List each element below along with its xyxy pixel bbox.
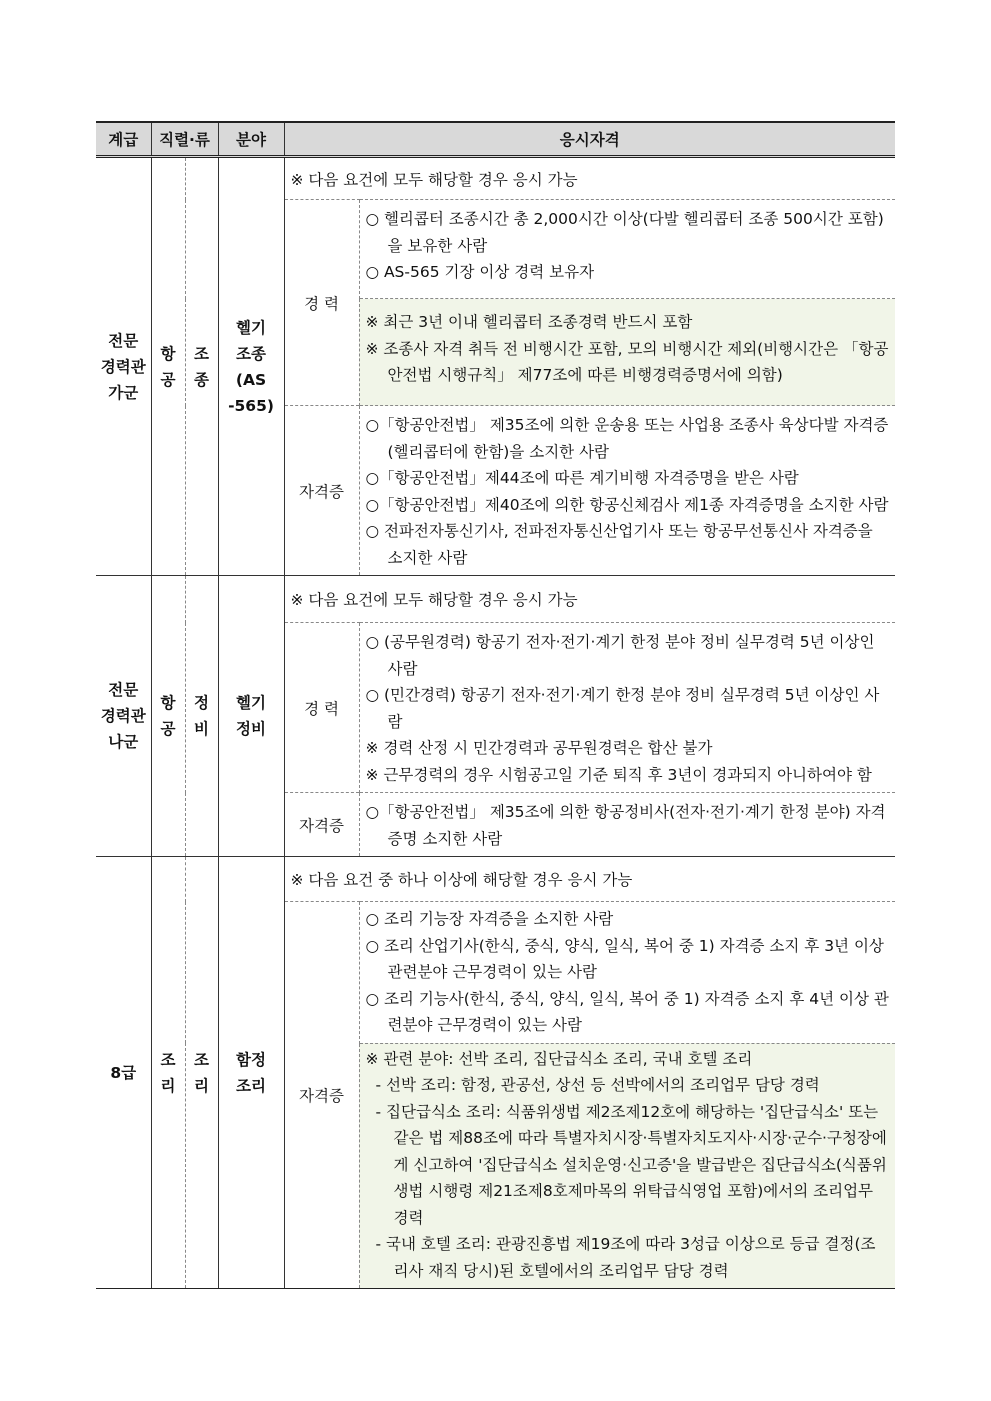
field-cell bbox=[218, 576, 284, 857]
subseries-char: 종 bbox=[194, 370, 209, 389]
career-label-text: 경 력 bbox=[304, 699, 339, 718]
list-item: ○「항공안전법」 제35조에 의한 운송용 또는 사업용 조종사 육상다발 자격증(헬리콥터에 한함)을 소지한 사람 bbox=[365, 416, 889, 461]
grade-line: 전문 bbox=[108, 331, 139, 350]
grade-cell bbox=[96, 157, 151, 576]
grade-line: 전문 bbox=[108, 681, 139, 699]
header-qualification: 응시자격 bbox=[284, 122, 895, 157]
license-label bbox=[284, 793, 359, 857]
requirement-note: ※ 다음 요건 중 하나 이상에 해당할 경우 응시 가능 bbox=[284, 857, 895, 902]
series-char: 공 bbox=[160, 370, 176, 389]
grade-line: 경력관 bbox=[100, 707, 146, 725]
career-items bbox=[359, 200, 895, 299]
subseries-cell bbox=[185, 576, 218, 857]
license-label-text: 자격증 bbox=[299, 816, 344, 835]
grade-line: 나군 bbox=[108, 733, 139, 751]
grade-line: 8급 bbox=[110, 1063, 137, 1082]
license-label bbox=[284, 406, 359, 576]
subseries-char: 조 bbox=[194, 344, 209, 363]
qualification-table bbox=[96, 121, 895, 1289]
subseries-char: 비 bbox=[194, 720, 209, 738]
table-row bbox=[96, 157, 895, 200]
series-char: 항 bbox=[160, 344, 176, 363]
series-cell bbox=[151, 157, 185, 576]
subseries-char: 조 bbox=[194, 1050, 209, 1069]
field-line: -565) bbox=[228, 396, 274, 415]
grade-cell bbox=[96, 576, 151, 857]
note-item: - 집단급식소 조리: 식품위생법 제2조제12호에 해당하는 '집단급식소' 또는 같은 법 제88조에 따라 특별자치시장·특별자치도지사·시장·군수·구청장에게 신고하여 '집단급식소 설치운영·신고증'을 발급받은 집단급식소(식품위생법 시행령 제21조제8호제마목의 위탁급식영업 포함)에서의 조리업무 경력 bbox=[375, 1102, 887, 1227]
series-char: 항 bbox=[160, 694, 176, 712]
license-notes bbox=[359, 1043, 895, 1289]
list-item: ○「항공안전법」제44조에 따른 계기비행 자격증명을 받은 사람 bbox=[365, 469, 799, 487]
list-item: ○「항공안전법」 제35조에 의한 항공정비사(전자·전기·계기 한정 분야) 자격증명 소지한 사람 bbox=[365, 803, 886, 848]
field-line: 정비 bbox=[236, 720, 266, 738]
field-line: 헬기 bbox=[236, 318, 266, 337]
subseries-cell bbox=[185, 857, 218, 1289]
career-label bbox=[284, 200, 359, 406]
requirement-note: ※ 다음 요건에 모두 해당할 경우 응시 가능 bbox=[284, 157, 895, 200]
note-item: ※ 근무경력의 경우 시험공고일 기준 퇴직 후 3년이 경과되지 아니하여야 함 bbox=[365, 765, 872, 784]
subseries-cell bbox=[185, 157, 218, 576]
field-line: 조리 bbox=[236, 1076, 266, 1095]
list-item: ○ 조리 기능사(한식, 중식, 양식, 일식, 복어 중 1) 자격증 소지 후 4년 이상 관련분야 근무경력이 있는 사람 bbox=[365, 989, 889, 1034]
grade-line: 경력관 bbox=[100, 357, 146, 376]
table-row bbox=[96, 576, 895, 623]
license-items bbox=[359, 902, 895, 1044]
list-item: ○ (민간경력) 항공기 전자·전기·계기 한정 분야 정비 실무경력 5년 이상인 사람 bbox=[365, 686, 880, 731]
note-item: ※ 관련 분야: 선박 조리, 집단급식소 조리, 국내 호텔 조리 bbox=[365, 1049, 753, 1068]
series-cell bbox=[151, 576, 185, 857]
field-line: 조종 bbox=[236, 344, 266, 363]
note-item: - 국내 호텔 조리: 관광진흥법 제19조에 따라 3성급 이상으로 등급 결정(조리사 재직 당시)된 호텔에서의 조리업무 담당 경력 bbox=[375, 1235, 876, 1280]
header-grade: 계급 bbox=[96, 122, 151, 157]
field-cell bbox=[218, 857, 284, 1289]
list-item: ○ (공무원경력) 항공기 전자·전기·계기 한정 분야 정비 실무경력 5년 이상인 사람 bbox=[365, 633, 875, 678]
field-line: 함정 bbox=[236, 1050, 266, 1069]
series-char: 리 bbox=[160, 1076, 176, 1095]
note-item: ※ 최근 3년 이내 헬리콥터 조종경력 반드시 포함 bbox=[365, 313, 693, 331]
license-label bbox=[284, 902, 359, 1289]
license-label-text: 자격증 bbox=[299, 482, 344, 501]
field-line: (AS bbox=[235, 370, 267, 389]
career-items bbox=[359, 623, 895, 793]
list-item: ○ 전파전자통신기사, 전파전자통신산업기사 또는 항공무선통신사 자격증을 소지한 사람 bbox=[365, 522, 873, 567]
note-item: ※ 조종사 자격 취득 전 비행시간 포함, 모의 비행시간 제외(비행시간은 「항공안전법 시행규칙」 제77조에 따른 비행경력증명서에 의함) bbox=[365, 339, 889, 384]
list-item: ○ 조리 기능장 자격증을 소지한 사람 bbox=[365, 910, 614, 928]
license-items bbox=[359, 793, 895, 857]
career-label bbox=[284, 623, 359, 793]
table-row bbox=[96, 857, 895, 902]
list-item: ○ AS-565 기장 이상 경력 보유자 bbox=[365, 263, 595, 281]
header-field: 분야 bbox=[218, 122, 284, 157]
series-cell bbox=[151, 857, 185, 1289]
header-series: 직렬·류 bbox=[151, 122, 218, 157]
series-char: 공 bbox=[160, 720, 176, 738]
list-item: ○ 조리 산업기사(한식, 중식, 양식, 일식, 복어 중 1) 자격증 소지 후 3년 이상 관련분야 근무경력이 있는 사람 bbox=[365, 936, 884, 981]
note-item: ※ 경력 산정 시 민간경력과 공무원경력은 합산 불가 bbox=[365, 739, 713, 757]
requirement-note: ※ 다음 요건에 모두 해당할 경우 응시 가능 bbox=[284, 576, 895, 623]
grade-cell bbox=[96, 857, 151, 1289]
note-item: - 선박 조리: 함정, 관공선, 상선 등 선박에서의 조리업무 담당 경력 bbox=[375, 1076, 820, 1094]
field-line: 헬기 bbox=[236, 694, 266, 712]
subseries-char: 리 bbox=[194, 1076, 209, 1095]
career-label-text: 경 력 bbox=[304, 294, 339, 313]
license-label-text: 자격증 bbox=[299, 1087, 344, 1105]
series-char: 조 bbox=[160, 1050, 176, 1069]
table-header-row bbox=[96, 122, 895, 157]
subseries-char: 정 bbox=[194, 694, 209, 712]
field-cell bbox=[218, 157, 284, 576]
license-items bbox=[359, 406, 895, 576]
list-item: ○ 헬리콥터 조종시간 총 2,000시간 이상(다발 헬리콥터 조종 500시간 포함)을 보유한 사람 bbox=[365, 210, 884, 255]
grade-line: 가군 bbox=[108, 383, 139, 402]
list-item: ○「항공안전법」제40조에 의한 항공신체검사 제1종 자격증명을 소지한 사람 bbox=[365, 495, 889, 514]
career-notes bbox=[359, 299, 895, 406]
